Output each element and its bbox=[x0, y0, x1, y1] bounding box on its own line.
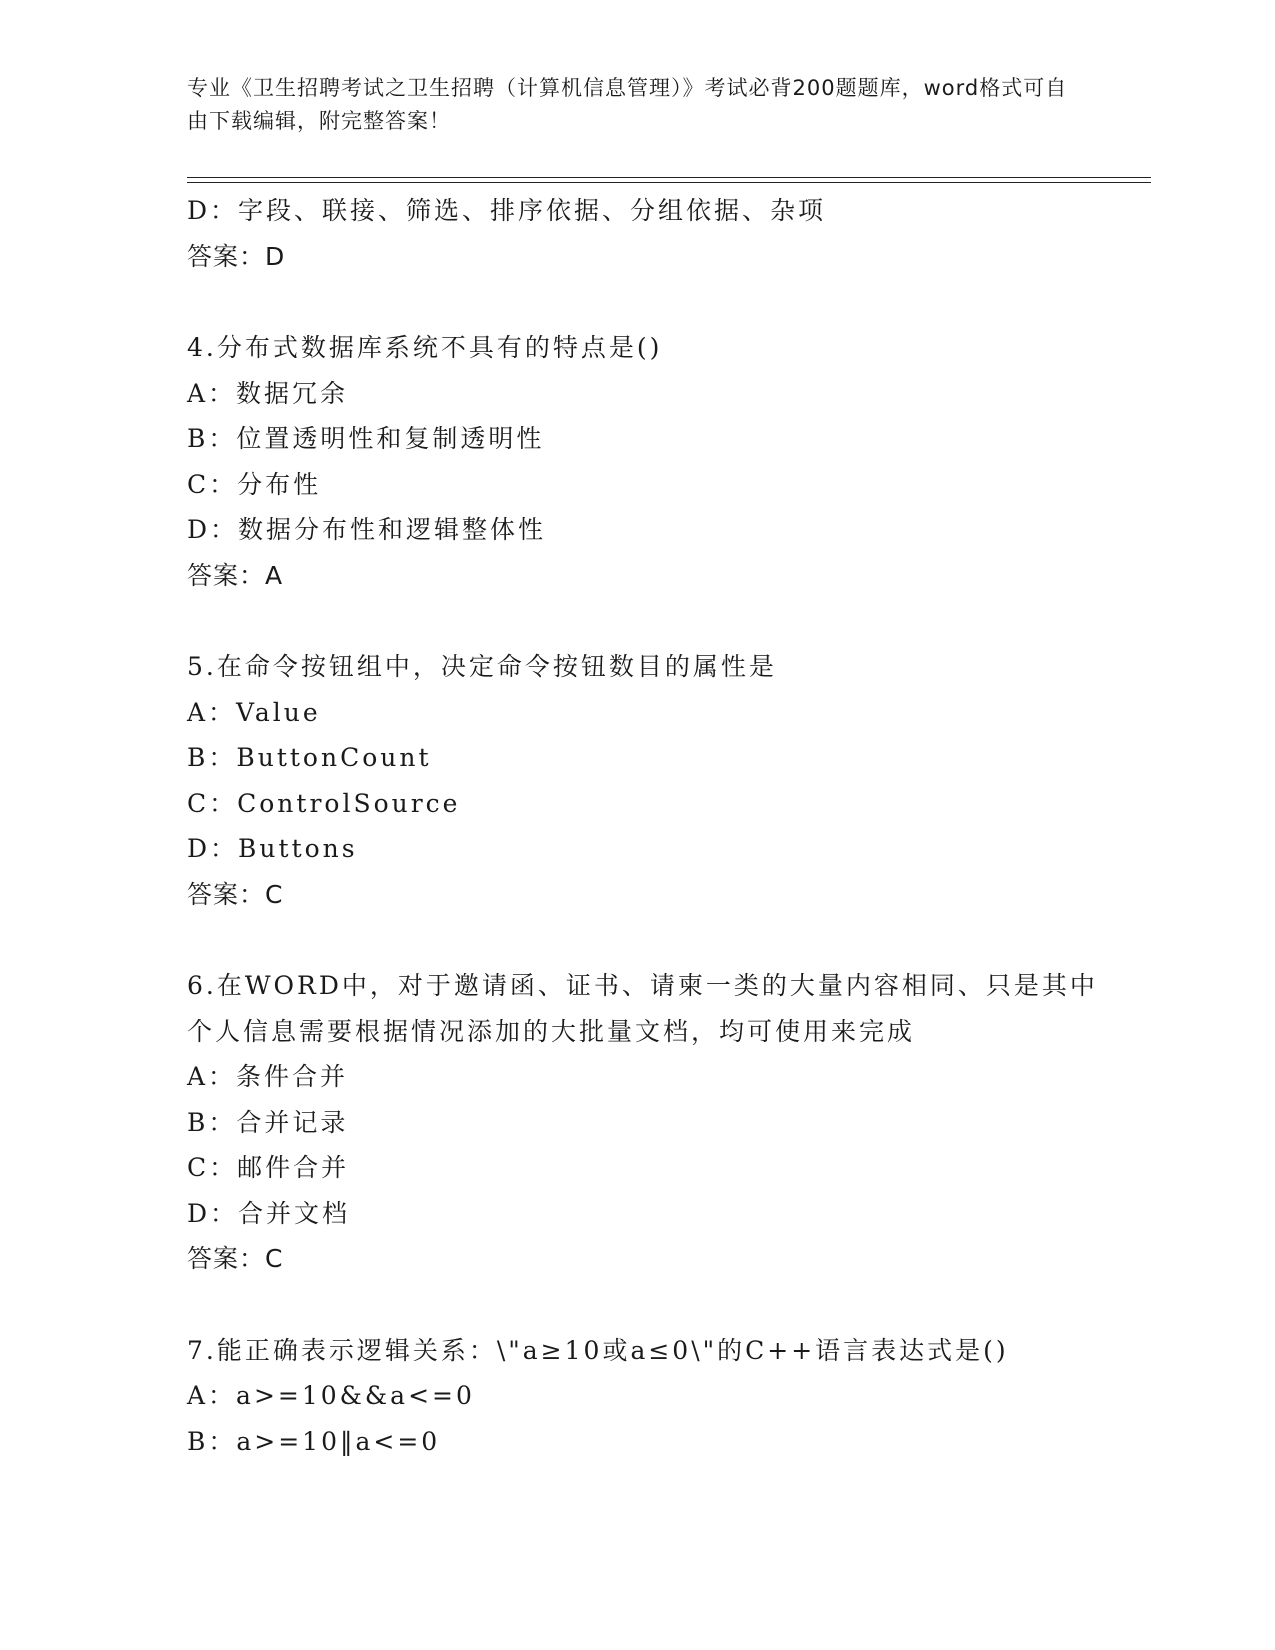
question-stem: 6.在WORD中，对于邀请函、证书、请柬一类的大量内容相同、只是其中个人信息需要根据情况添加的大批量文档，均可使用来完成 bbox=[187, 971, 1098, 1046]
option-a: A：Value bbox=[187, 697, 321, 727]
question-block-6 bbox=[187, 963, 1117, 1282]
option-b: B：位置透明性和复制透明性 bbox=[187, 424, 545, 453]
header-divider-bottom bbox=[187, 182, 1151, 183]
option-d: D：数据分布性和逻辑整体性 bbox=[187, 515, 547, 544]
option-c: C：分布性 bbox=[187, 469, 322, 499]
header-divider-top bbox=[187, 177, 1151, 178]
option-b: B：ButtonCount bbox=[187, 743, 432, 772]
option-d: D：字段、联接、筛选、排序依据、分组依据、杂项 bbox=[187, 196, 827, 225]
option-d: D：Buttons bbox=[187, 834, 358, 863]
spacer bbox=[187, 917, 1117, 963]
spacer bbox=[187, 598, 1117, 644]
answer-line: 答案：D bbox=[187, 241, 286, 271]
question-block-4 bbox=[187, 325, 1117, 598]
question-stem: 4.分布式数据库系统不具有的特点是() bbox=[187, 333, 663, 362]
answer-line: 答案：A bbox=[187, 560, 284, 590]
option-c: C：邮件合并 bbox=[187, 1153, 350, 1182]
option-a: A：条件合并 bbox=[187, 1062, 349, 1091]
option-b: B：合并记录 bbox=[187, 1107, 349, 1137]
option-d: D：合并文档 bbox=[187, 1198, 351, 1228]
question-stem: 5.在命令按钮组中，决定命令按钮数目的属性是 bbox=[187, 652, 777, 681]
option-c: C：ControlSource bbox=[187, 788, 461, 818]
answer-line: 答案：C bbox=[187, 1244, 284, 1273]
option-a: A：数据冗余 bbox=[187, 378, 349, 408]
spacer bbox=[187, 1282, 1117, 1328]
question-stem: 7.能正确表示逻辑关系：\"a≥10或a≤0\"的C++语言表达式是() bbox=[187, 1335, 1009, 1365]
question-content bbox=[187, 188, 1117, 1464]
option-b: B：a>=10‖a<=0 bbox=[187, 1426, 441, 1456]
question-block-7 bbox=[187, 1328, 1117, 1465]
question-block-5 bbox=[187, 644, 1117, 917]
answer-line: 答案：C bbox=[187, 879, 284, 909]
document-header: 专业《卫生招聘考试之卫生招聘（计算机信息管理）》考试必背200题题库，word格式可自由下载编辑，附完整答案！ bbox=[187, 76, 1068, 133]
spacer bbox=[187, 279, 1117, 325]
option-a: A：a>=10&&a<=0 bbox=[187, 1381, 475, 1410]
